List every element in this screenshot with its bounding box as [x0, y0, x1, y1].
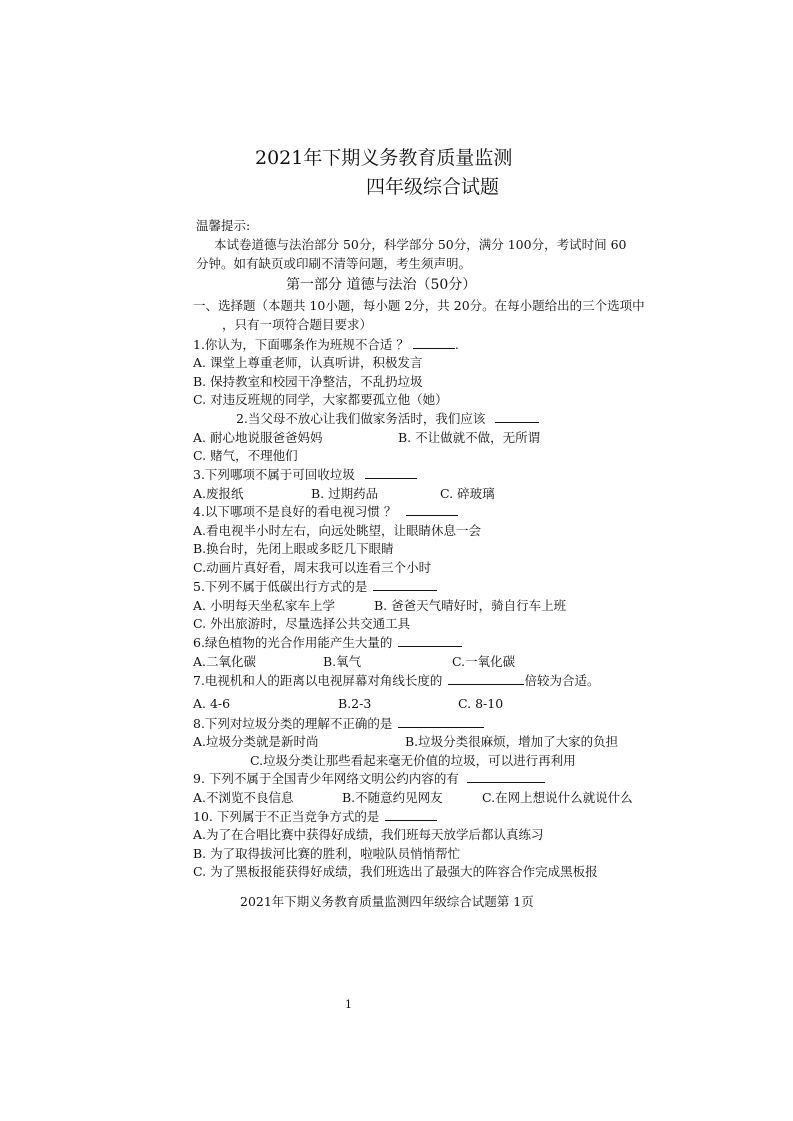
page-footer: 2021年下期义务教育质量监测四年级综合试题第 1页 — [240, 894, 534, 909]
question-text: 3.下列哪项不属于可回收垃圾 — [193, 467, 355, 482]
answer-blank[interactable] — [413, 337, 455, 349]
answer-blank[interactable] — [365, 467, 417, 479]
option-c: C.一氧化碳 — [452, 654, 516, 669]
option-a: A. 4-6 — [193, 696, 231, 711]
question-suffix: 倍较为合适。 — [524, 673, 600, 688]
section-heading: 第一部分 道德与法治（50分） — [286, 277, 477, 293]
question-text: 2.当父母不放心让我们做家务活时，我们应该 — [236, 411, 486, 426]
answer-blank[interactable] — [398, 716, 484, 728]
option-a: A. 小明每天坐私家车上学 — [193, 598, 335, 613]
question-stem — [193, 504, 458, 520]
question-stem — [193, 337, 459, 353]
option-a: A.废报纸 — [193, 486, 244, 501]
option-b: B.不随意约见网友 — [342, 790, 443, 805]
option-b: B.换台时，先闭上眼或多眨几下眼睛 — [193, 541, 394, 556]
option-c: C. 8-10 — [458, 696, 504, 711]
option-a: A.不浏览不良信息 — [193, 790, 294, 805]
option-b: B. 不让做就不做，无所谓 — [398, 430, 541, 445]
option-a: A.垃圾分类就是新时尚 — [193, 734, 319, 749]
option-a: A.为了在合唱比赛中获得好成绩，我们班每天放学后都认真练习 — [193, 827, 544, 842]
question-stem — [193, 467, 417, 483]
option-a: A. 课堂上尊重老师，认真听讲，积极发言 — [193, 355, 423, 370]
answer-blank[interactable] — [406, 504, 458, 516]
question-text: 6.绿色植物的光合作用能产生大量的 — [193, 635, 393, 650]
notice-line-1: 本试卷道德与法治部分 50分，科学部分 50分，满分 100分，考试时间 60 — [214, 237, 627, 252]
option-c: C. 赌气，不理他们 — [193, 448, 298, 463]
option-c: C. 碎玻璃 — [440, 486, 495, 501]
question-stem — [236, 411, 539, 427]
question-stem — [193, 579, 437, 595]
option-a: A.二氧化碳 — [193, 654, 257, 669]
question-text: 1.你认为，下面哪条作为班规不合适 ？ — [193, 337, 409, 352]
answer-blank[interactable] — [398, 635, 462, 647]
answer-blank[interactable] — [385, 809, 437, 821]
instructions-line-1: 一、选择题（本题共 10小题，每小题 2分，共 20分。在每小题给出的三个选项中 — [193, 298, 645, 313]
question-text: 7.电视机和人的距离以电视屏幕对角线长度的 — [193, 673, 443, 688]
option-c: C. 为了黑板报能获得好成绩，我们班选出了最强大的阵容合作完成黑板报 — [193, 864, 598, 879]
question-stem — [193, 771, 545, 787]
question-stem — [193, 716, 484, 732]
option-c: C.动画片真好看，周末我可以连看三个小时 — [193, 560, 432, 575]
option-c: C. 外出旅游时，尽量选择公共交通工具 — [193, 616, 411, 631]
notice-line-2: 分钟。如有缺页或印刷不清等问题，考生须声明。 — [196, 256, 472, 271]
question-text: 8.下列对垃圾分类的理解不正确的是 — [193, 716, 393, 731]
instructions-line-2: ，只有一项符合题目要求） — [222, 317, 373, 332]
option-b: B. 保持教室和校园干净整洁，不乱扔垃圾 — [193, 374, 423, 389]
option-b: B. 爸爸天气晴好时，骑自行车上班 — [374, 598, 567, 613]
answer-blank[interactable] — [373, 579, 437, 591]
question-text: 9. 下列不属于全国青少年网络文明公约内容的有 — [193, 771, 459, 786]
option-b: B.氧气 — [323, 654, 362, 669]
question-stem — [193, 635, 462, 651]
exam-title: 2021年下期义务教育质量监测 — [255, 147, 513, 169]
question-suffix: . — [454, 337, 459, 352]
answer-blank[interactable] — [448, 673, 524, 685]
option-c: C.垃圾分类让那些看起来毫无价值的垃圾，可以进行再利用 — [250, 753, 576, 768]
option-b: B. 过期药品 — [311, 486, 379, 501]
page-number: 1 — [345, 998, 352, 1011]
question-text: 5.下列不属于低碳出行方式的是 — [193, 579, 368, 594]
option-b: B. 为了取得拔河比赛的胜利，啦啦队员悄悄帮忙 — [193, 846, 461, 861]
answer-blank[interactable] — [495, 411, 539, 423]
option-a: A.看电视半小时左右，向远处眺望，让眼睛休息一会 — [193, 523, 482, 538]
option-b: B.垃圾分类很麻烦，增加了大家的负担 — [405, 734, 619, 749]
option-c: C.在网上想说什么就说什么 — [482, 790, 633, 805]
notice-label: 温馨提示: — [196, 218, 251, 233]
exam-subtitle: 四年级综合试题 — [366, 176, 500, 198]
answer-blank[interactable] — [467, 771, 545, 783]
question-stem — [193, 809, 437, 825]
option-a: A. 耐心地说服爸爸妈妈 — [193, 430, 323, 445]
question-text: 4.以下哪项不是良好的看电视习惯 ？ — [193, 504, 397, 519]
question-stem — [193, 673, 599, 689]
option-b: B.2-3 — [338, 696, 372, 711]
option-c: C. 对违反班规的同学，大家都要孤立他（她） — [193, 392, 448, 407]
question-text: 10. 下列属于不正当竞争方式的是 — [193, 809, 380, 824]
